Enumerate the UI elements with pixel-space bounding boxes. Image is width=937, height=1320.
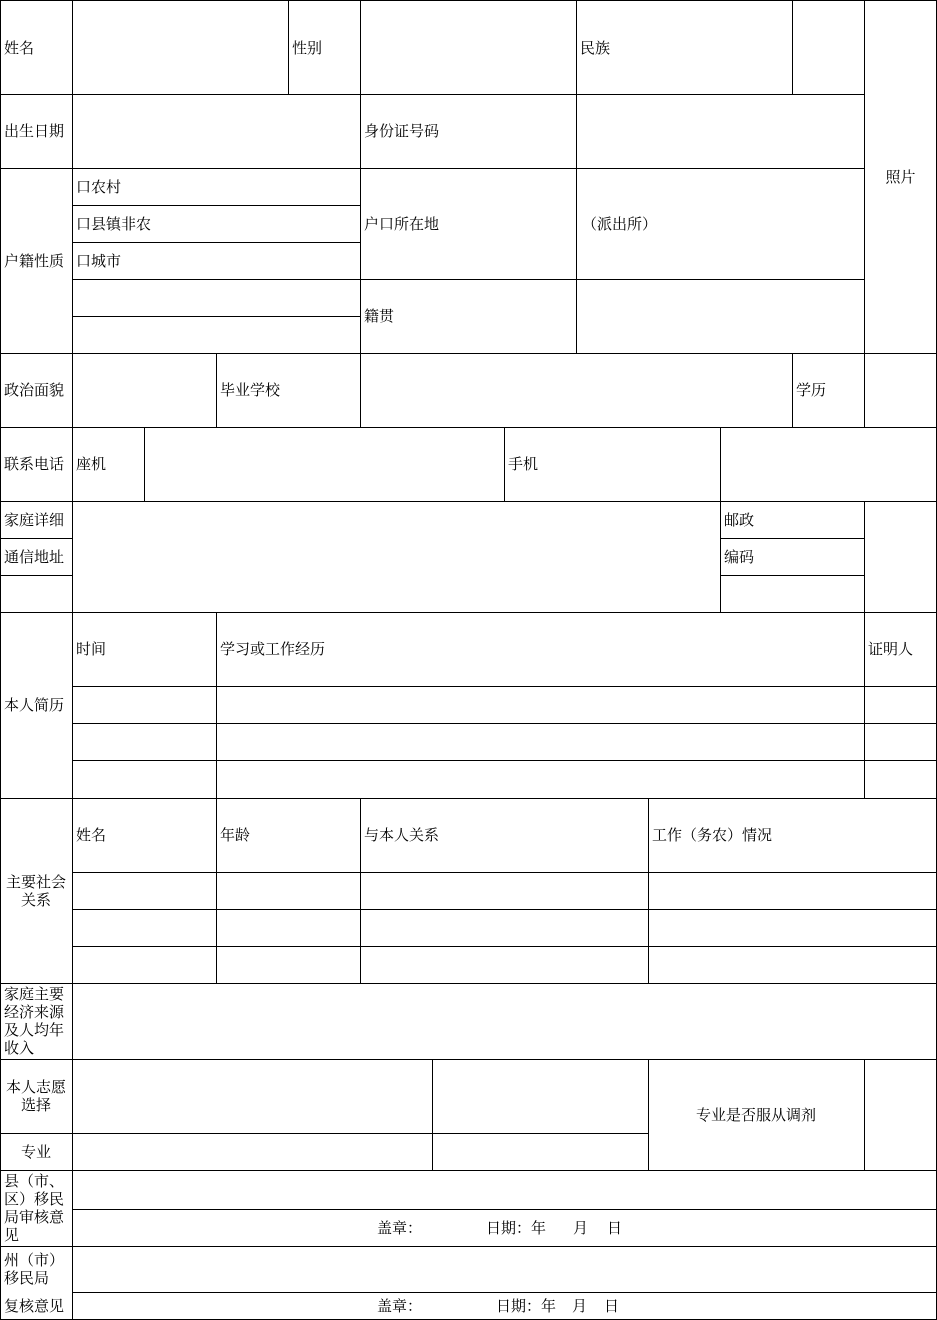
table-row[interactable] <box>73 873 936 909</box>
major-label: 专业 <box>20 1142 51 1161</box>
wish-field-2[interactable] <box>433 1060 647 1133</box>
birth-date-field[interactable] <box>73 95 359 168</box>
prefecture-month-label: 月 <box>572 1296 588 1315</box>
relations-header-age: 年龄 <box>220 826 251 844</box>
political-status-label: 政治面貌 <box>4 381 65 399</box>
table-row[interactable] <box>73 910 936 946</box>
table-row[interactable] <box>73 724 936 760</box>
political-status-field[interactable] <box>73 354 215 427</box>
photo-box[interactable]: 照片 <box>885 167 916 186</box>
school-label: 毕业学校 <box>220 381 281 399</box>
id-number-label: 身份证号码 <box>364 122 440 140</box>
birth-date-label: 出生日期 <box>4 122 65 140</box>
adjust-field[interactable] <box>865 1060 936 1170</box>
hukou-option-rural[interactable]: 口农村 <box>76 177 122 196</box>
education-label: 学历 <box>796 381 827 399</box>
county-review-label: 县（市、区）移民局审核意见 <box>4 1172 65 1244</box>
mobile-field[interactable] <box>721 428 936 501</box>
prefecture-review-field[interactable] <box>73 1247 936 1292</box>
prefecture-label-line1: 州（市）移民局 <box>4 1251 65 1287</box>
table-row[interactable] <box>73 947 936 983</box>
postal-label-line1: 邮政 <box>724 510 755 529</box>
hukou-option-city[interactable]: 口城市 <box>76 251 122 270</box>
county-day-label: 日 <box>607 1218 623 1237</box>
phone-label: 联系电话 <box>4 455 65 473</box>
county-seal-label: 盖章： <box>377 1218 423 1237</box>
hukou-option-town[interactable]: 口县镇非农 <box>76 214 152 233</box>
hukou-location-field[interactable]: （派出所） <box>582 214 658 233</box>
relations-header-relation: 与本人关系 <box>364 826 440 844</box>
wish-field-1[interactable] <box>73 1060 431 1133</box>
prefecture-day-label: 日 <box>604 1296 620 1315</box>
postal-label-line2: 编码 <box>724 547 755 566</box>
gender-label: 性别 <box>292 38 323 57</box>
name-field[interactable] <box>73 1 287 94</box>
native-place-label: 籍贯 <box>364 307 395 325</box>
county-month-label: 月 <box>573 1218 589 1237</box>
address-label-line2: 通信地址 <box>4 547 65 566</box>
resume-label: 本人简历 <box>4 696 65 714</box>
prefecture-date-label: 日期：年 <box>496 1296 557 1315</box>
income-field[interactable] <box>73 984 936 1059</box>
gender-field[interactable] <box>361 1 575 94</box>
prefecture-seal-label: 盖章： <box>377 1296 423 1315</box>
school-field[interactable] <box>361 354 791 427</box>
ethnicity-field[interactable] <box>793 1 863 94</box>
id-number-field[interactable] <box>577 95 863 168</box>
landline-label: 座机 <box>76 455 107 473</box>
county-review-field[interactable] <box>73 1171 936 1209</box>
major-field-1[interactable] <box>73 1134 431 1170</box>
native-place-field[interactable] <box>577 280 863 353</box>
resume-header-time: 时间 <box>76 640 107 658</box>
table-row[interactable] <box>73 761 936 798</box>
resume-header-experience: 学习或工作经历 <box>220 640 326 658</box>
wish-label: 本人志愿选择 <box>6 1078 67 1114</box>
relations-label: 主要社会关系 <box>6 872 67 909</box>
landline-field[interactable] <box>145 428 503 501</box>
hukou-location-label: 户口所在地 <box>364 214 440 233</box>
relations-header-name: 姓名 <box>76 826 107 844</box>
mobile-label: 手机 <box>508 455 539 473</box>
table-row[interactable] <box>73 687 936 723</box>
prefecture-label-line2: 复核意见 <box>4 1297 65 1315</box>
name-label: 姓名 <box>4 38 35 57</box>
postal-code-field[interactable] <box>721 576 863 612</box>
ethnicity-label: 民族 <box>580 38 611 57</box>
address-label-line1: 家庭详细 <box>4 510 65 529</box>
resume-header-witness: 证明人 <box>868 640 914 658</box>
hukou-type-label: 户籍性质 <box>4 251 65 270</box>
relations-header-work: 工作（务农）情况 <box>652 826 773 844</box>
major-field-2[interactable] <box>433 1134 647 1170</box>
income-label: 家庭主要经济来源及人均年收入 <box>4 985 65 1057</box>
adjust-label: 专业是否服从调剂 <box>695 1105 816 1124</box>
county-date-label: 日期：年 <box>486 1218 547 1237</box>
address-field[interactable] <box>73 502 719 612</box>
education-field[interactable] <box>865 354 936 427</box>
